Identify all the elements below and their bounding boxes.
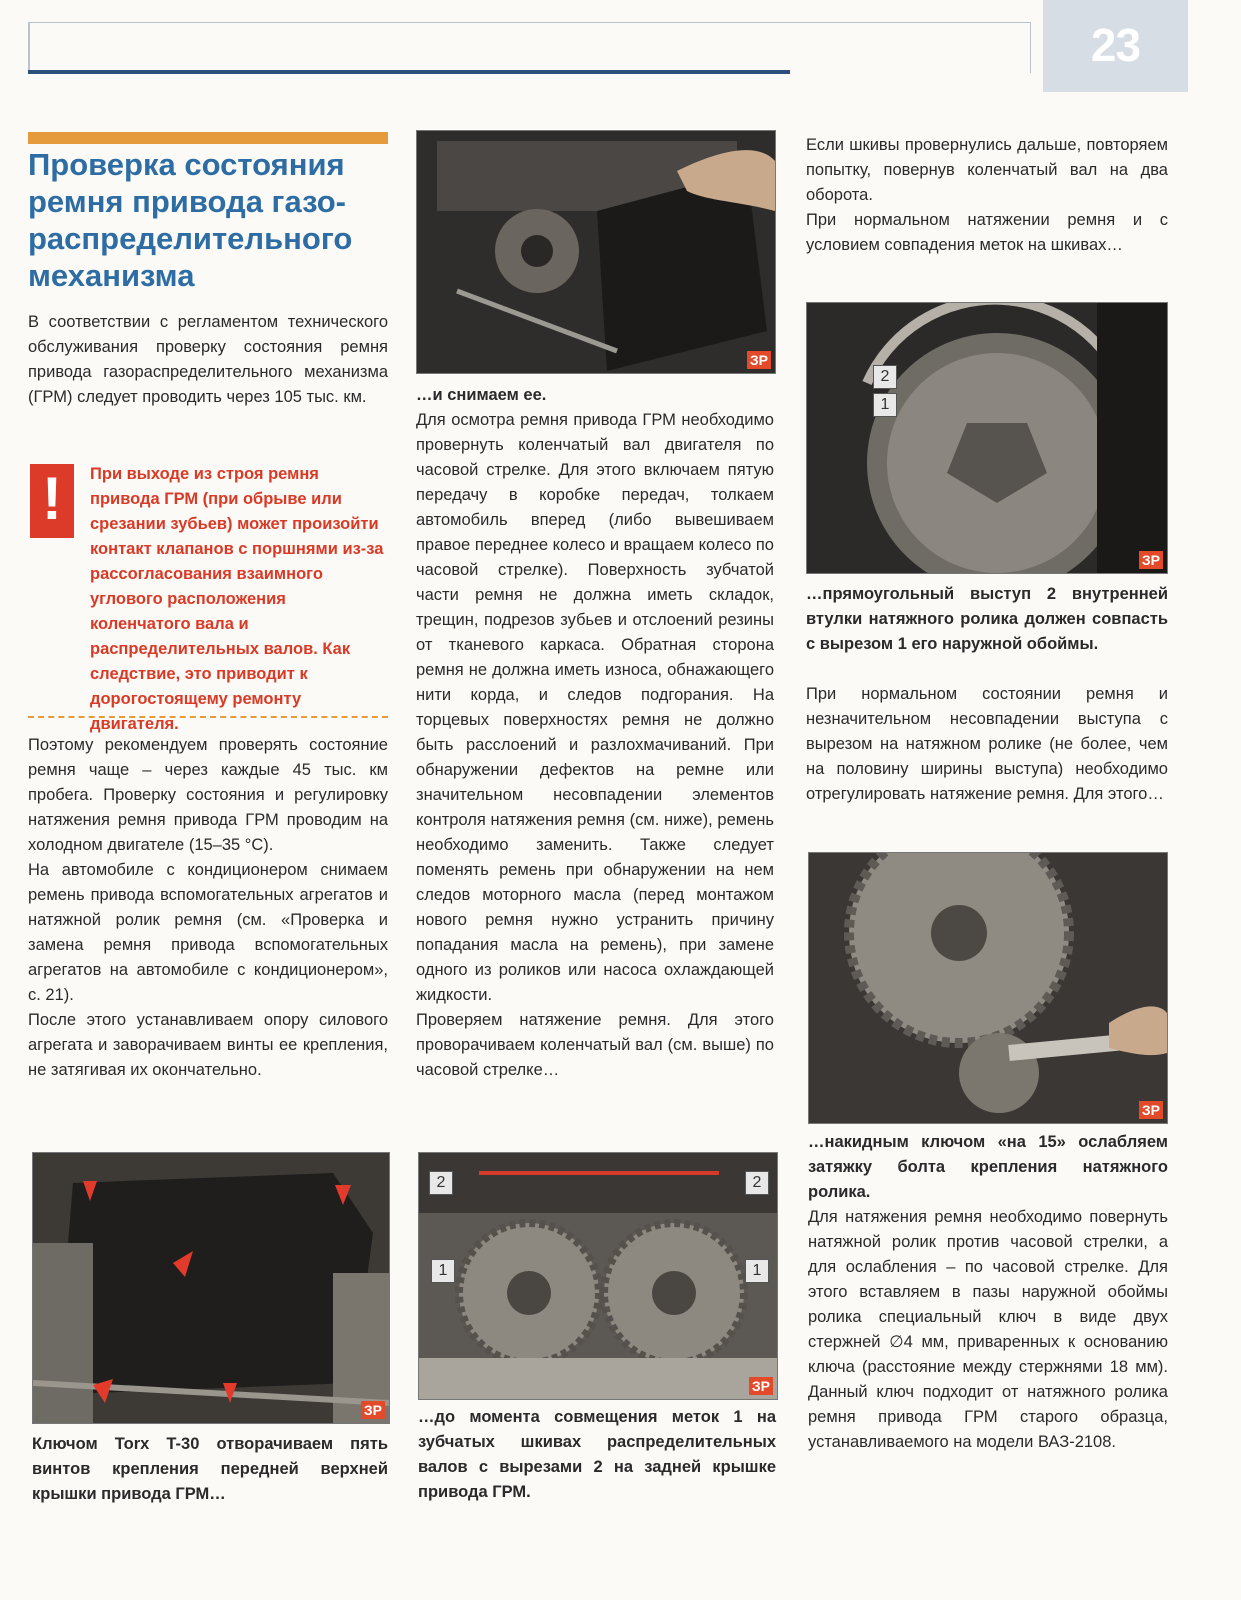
- col3-paragraph-1: Если шкивы провернулись дальше, повторяем попытку, повернув коленчатый вал на два оборота.: [806, 136, 1168, 204]
- col2-caption-1: …и снимаем ее.: [416, 386, 547, 404]
- col3-paragraph-2: При нормальном натяжении ремня и с условием совпадения меток на шкивах…: [806, 211, 1168, 254]
- photo-wrench-loosening: [808, 852, 1168, 1124]
- col3-caption-1: …прямоугольный выступ 2 внутренней втулки натяжного ролика должен совпасть с вырезом 1 его наружной обоймы.: [806, 585, 1168, 653]
- col3-bottom: [808, 1205, 1168, 1455]
- zr-badge: ЗР: [1139, 551, 1163, 569]
- title-accent-bar: [28, 132, 388, 144]
- photo-engine-cover: [32, 1152, 390, 1424]
- col3-top: [806, 133, 1168, 258]
- page-number: 23: [1090, 19, 1141, 71]
- col2-caption-2: …до момента совмещения меток 1 на зубчатых шкивах распределительных валов с вырезами 2 на задней крышке привода ГРМ.: [418, 1408, 776, 1501]
- marker-2-left: 2: [429, 1171, 453, 1195]
- marker-1: 1: [873, 393, 897, 417]
- warning-separator: [28, 716, 388, 718]
- col1-body: [28, 733, 388, 1083]
- col3-middle: [806, 682, 1168, 807]
- marker-2: 2: [873, 365, 897, 389]
- photo-cover-removal: [416, 130, 776, 374]
- intro-paragraph: В соответствии с регламентом технического обслуживания проверку состояния ремня привода газораспределительного механизма (ГРМ) следует проводить через 105 тыс. км.: [28, 313, 388, 406]
- zr-badge: ЗР: [747, 351, 771, 369]
- col1-photo-caption: Ключом Torx T-30 отворачиваем пять винтов крепления передней верхней крышки привода ГРМ…: [32, 1435, 388, 1503]
- col3-paragraph-4: Для натяжения ремня необходимо повернуть натяжной ролик против часовой стрелки, а для ослабления – по часовой стрелке. Для этого вставляем в пазы наружной обоймы ролика специальный ключ в виде двух стержней ∅4 мм, приваренных к основанию ключа (расстояние между стержнями 18 мм). Данный ключ подходит от натяжного ролика ремня привода ГРМ старого образца, устанавливаемого на модели ВАЗ-2108.: [808, 1208, 1168, 1451]
- zr-badge: ЗР: [1139, 1101, 1163, 1119]
- warning-text: При выходе из строя ремня привода ГРМ (при обрыве или срезании зубьев) может произойти контакт клапанов с поршнями из-за рассогласования взаимного углового расположения коленчатого вала и распределительных валов. Как следствие, это приводит к дорогостоящему ремонту двигателя.: [90, 465, 384, 733]
- header-frame: [28, 22, 1031, 73]
- photo-tensioner-roller: [806, 302, 1168, 574]
- marker-2-right: 2: [745, 1171, 769, 1195]
- col2-paragraph-2: Проверяем натяжение ремня. Для этого проворачиваем коленчатый вал (см. выше) по часовой стрелке…: [416, 1011, 774, 1079]
- zr-badge: ЗР: [361, 1401, 385, 1419]
- col3-paragraph-3: При нормальном состоянии ремня и незначительном несовпадении выступа с вырезом на натяжном ролике (не более, чем на половину ширины выступа) необходимо отрегулировать натяжение ремня. Для этого…: [806, 685, 1168, 803]
- col1-paragraph-1: Поэтому рекомендуем проверять состояние ремня чаще – через каждые 45 тыс. км пробега. Проверку состояния и регулировку натяжения ремня привода ГРМ проводим на холодном двигателе (15–35 °С).: [28, 736, 388, 854]
- header-rule: [28, 70, 790, 74]
- col1-intro: [28, 310, 388, 410]
- col2-body: [416, 408, 774, 1083]
- marker-1-right: 1: [745, 1259, 769, 1283]
- zr-badge: ЗР: [749, 1377, 773, 1395]
- section-title: Проверка состояния ремня привода газо-распределительного механизма: [28, 147, 353, 293]
- exclamation-icon: !: [42, 465, 62, 532]
- col2-paragraph-1: Для осмотра ремня привода ГРМ необходимо провернуть коленчатый вал двигателя по часовой стрелке. Для этого включаем пятую передачу в коробке передач, толкаем автомобиль вперед (либо вывешиваем правое переднее колесо и вращаем колесо по часовой стрелке). Поверхность зубчатой части ремня не должна иметь складок, трещин, подрезов зубьев и отслоений резины от тканевого каркаса. Обратная сторона ремня не должна иметь износа, обнажающего нити корда, и следов подгорания. На торцевых поверхностях ремня не должно быть расслоений и разлохмачиваний. При обнаружении дефектов на ремне или значительном несовпадении элементов контроля натяжения ремня (см. ниже), ремень необходимо заменить. Также следует поменять ремень при обнаружении на нем следов моторного масла (перед монтажом нового ремня нужно устранить причину попадания масла на ремень), при замене одного из роликов или насоса охлаждающей жидкости.: [416, 411, 774, 1004]
- col1-paragraph-3: После этого устанавливаем опору силового агрегата и заворачиваем винты ее крепления, не затягивая их окончательно.: [28, 1011, 388, 1079]
- col1-paragraph-2: На автомобиле с кондиционером снимаем ремень привода вспомогательных агрегатов и натяжной ролик ремня (см. «Проверка и замена ремня привода вспомогательных агрегатов на автомобиле с кондиционером», с. 21).: [28, 861, 388, 1004]
- marker-1-left: 1: [431, 1259, 455, 1283]
- photo-camshaft-pulleys: [418, 1152, 778, 1400]
- col3-caption-2: …накидным ключом «на 15» ослабляем затяжку болта крепления натяжного ролика.: [808, 1133, 1168, 1201]
